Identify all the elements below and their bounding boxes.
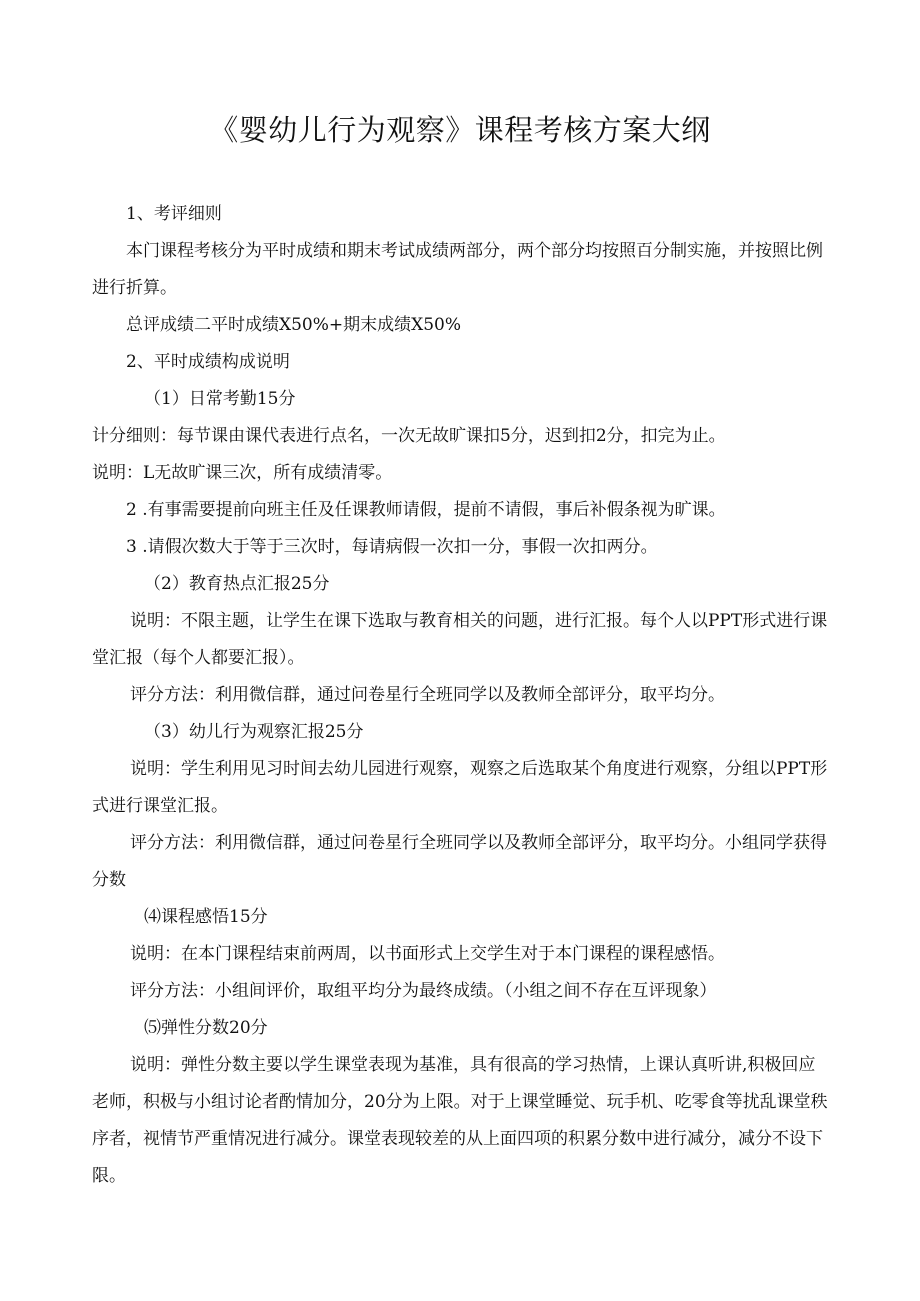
paragraph-behavior-observation-desc: 说明：学生利用见习时间去幼儿园进行观察，观察之后选取某个角度进行观察，分组以PPT形式进行课堂汇报。 — [92, 759, 828, 816]
paragraph-attendance-scoring: 计分细则：每节课由课代表进行点名，一次无故旷课扣5分，迟到扣2分，扣完为止。 — [92, 426, 726, 446]
paragraph-attendance-note-3: 3 .请假次数大于等于三次时，每请病假一次扣一分，事假一次扣两分。 — [126, 537, 658, 557]
subheading-behavior-observation: （3）幼儿行为观察汇报25分 — [144, 722, 364, 742]
subheading-course-reflection: ⑷课程感悟15分 — [144, 907, 268, 927]
section-heading-assessment-rules: 1、考评细则 — [126, 204, 222, 224]
paragraph-total-score-formula: 总评成绩二平时成绩X50%+期末成绩X50% — [126, 315, 462, 335]
paragraph-behavior-observation-scoring: 评分方法：利用微信群，通过问卷星行全班同学以及教师全部评分，取平均分。小组同学获得分数 — [92, 833, 827, 890]
paragraph-attendance-note-1: 说明：L无故旷课三次，所有成绩清零。 — [92, 463, 393, 483]
subheading-attendance: （1）日常考勤15分 — [144, 389, 296, 409]
paragraph-course-reflection-scoring: 评分方法：小组间评价，取组平均分为最终成绩。（小组之间不存在互评现象） — [130, 981, 717, 1001]
paragraph-education-report-scoring: 评分方法：利用微信群，通过问卷星行全班同学以及教师全部评分，取平均分。 — [130, 685, 725, 705]
document-title: 《婴幼儿行为观察》课程考核方案大纲 — [209, 113, 711, 147]
subheading-flexible-score: ⑸弹性分数20分 — [144, 1018, 268, 1038]
document-body — [92, 196, 832, 1195]
paragraph-flexible-score-desc: 说明：弹性分数主要以学生课堂表现为基准，具有很高的学习热情，上课认真听讲,积极回应老师，积极与小组讨论者酌情加分，20分为上限。对于上课堂睡觉、玩手机、吃零食等扰乱课堂秩序者，视情节严重情况进行减分。课堂表现较差的从上面四项的积累分数中进行减分，减分不设下限。 — [92, 1055, 828, 1186]
paragraph-attendance-note-2: 2 .有事需要提前向班主任及任课教师请假，提前不请假，事后补假条视为旷课。 — [126, 500, 726, 520]
section-heading-regular-score: 2、平时成绩构成说明 — [126, 352, 290, 372]
paragraph-course-reflection-desc: 说明：在本门课程结束前两周，以书面形式上交学生对于本门课程的课程感悟。 — [130, 944, 725, 964]
subheading-education-report: （2）教育热点汇报25分 — [144, 574, 330, 594]
paragraph-education-report-desc: 说明：不限主题，让学生在课下选取与教育相关的问题，进行汇报。每个人以PPT形式进行课堂汇报（每个人都要汇报）。 — [92, 611, 828, 668]
paragraph-assessment-overview: 本门课程考核分为平时成绩和期末考试成绩两部分，两个部分均按照百分制实施，并按照比例进行折算。 — [92, 241, 823, 298]
